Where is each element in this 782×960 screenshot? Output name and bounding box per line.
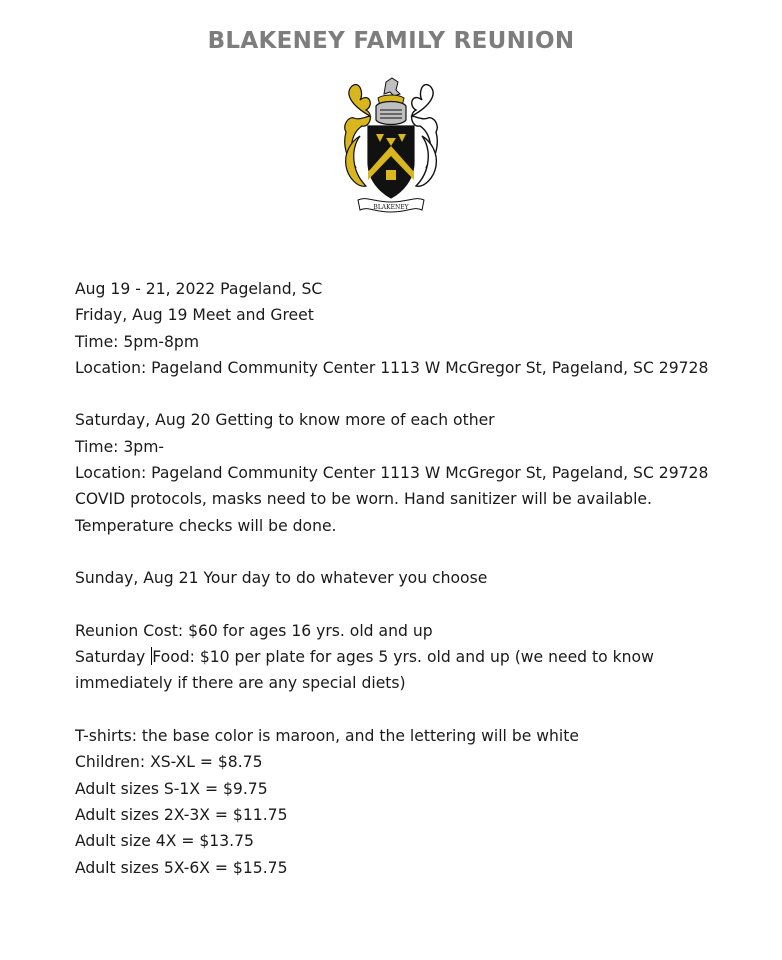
tshirt-price: Adult size 4X = $13.75: [75, 832, 254, 851]
food-cost: [75, 644, 715, 697]
spacer: [75, 592, 715, 618]
event-details: [75, 276, 715, 881]
friday-time: Time: 5pm-8pm: [75, 332, 200, 351]
saturday-location: Location: Pageland Community Center 1113 W McGregor St, Pageland, SC 29728: [75, 464, 709, 483]
tshirt-price: Children: XS-XL = $8.75: [75, 753, 263, 772]
reunion-cost: Reunion Cost: $60 for ages 16 yrs. old and up: [75, 621, 433, 640]
saturday-heading: Saturday, Aug 20 Getting to know more of each other: [75, 411, 495, 430]
page-title: BLAKENEY FAMILY REUNION: [207, 28, 575, 54]
friday-location: Location: Pageland Community Center 1113 W McGregor St, Pageland, SC 29728: [75, 358, 709, 377]
spacer: [75, 697, 715, 723]
spacer: [75, 381, 715, 407]
crest-motto: BLAKENEY: [373, 204, 409, 211]
food-cost-prefix: Saturday: [75, 648, 151, 667]
tshirt-intro: T-shirts: the base color is maroon, and the lettering will be white: [75, 727, 579, 746]
tshirt-price: Adult sizes 5X-6X = $15.75: [75, 858, 288, 877]
food-cost-text: Food: $10 per plate for ages 5 yrs. old and up (we need to know immediately if there are any special diets): [75, 648, 654, 693]
spacer: [75, 539, 715, 565]
covid-protocols: COVID protocols, masks need to be worn. Hand sanitizer will be available. Temperature checks will be done.: [75, 490, 652, 535]
tshirt-price: Adult sizes 2X-3X = $11.75: [75, 805, 288, 824]
saturday-time: Time: 3pm-: [75, 437, 165, 456]
sunday-heading: Sunday, Aug 21 Your day to do whatever you choose: [75, 569, 488, 588]
friday-heading: Friday, Aug 19 Meet and Greet: [75, 306, 314, 325]
tshirt-price: Adult sizes S-1X = $9.75: [75, 779, 268, 798]
dates-place: Aug 19 - 21, 2022 Pageland, SC: [75, 280, 323, 298]
family-crest-icon: [340, 76, 442, 214]
